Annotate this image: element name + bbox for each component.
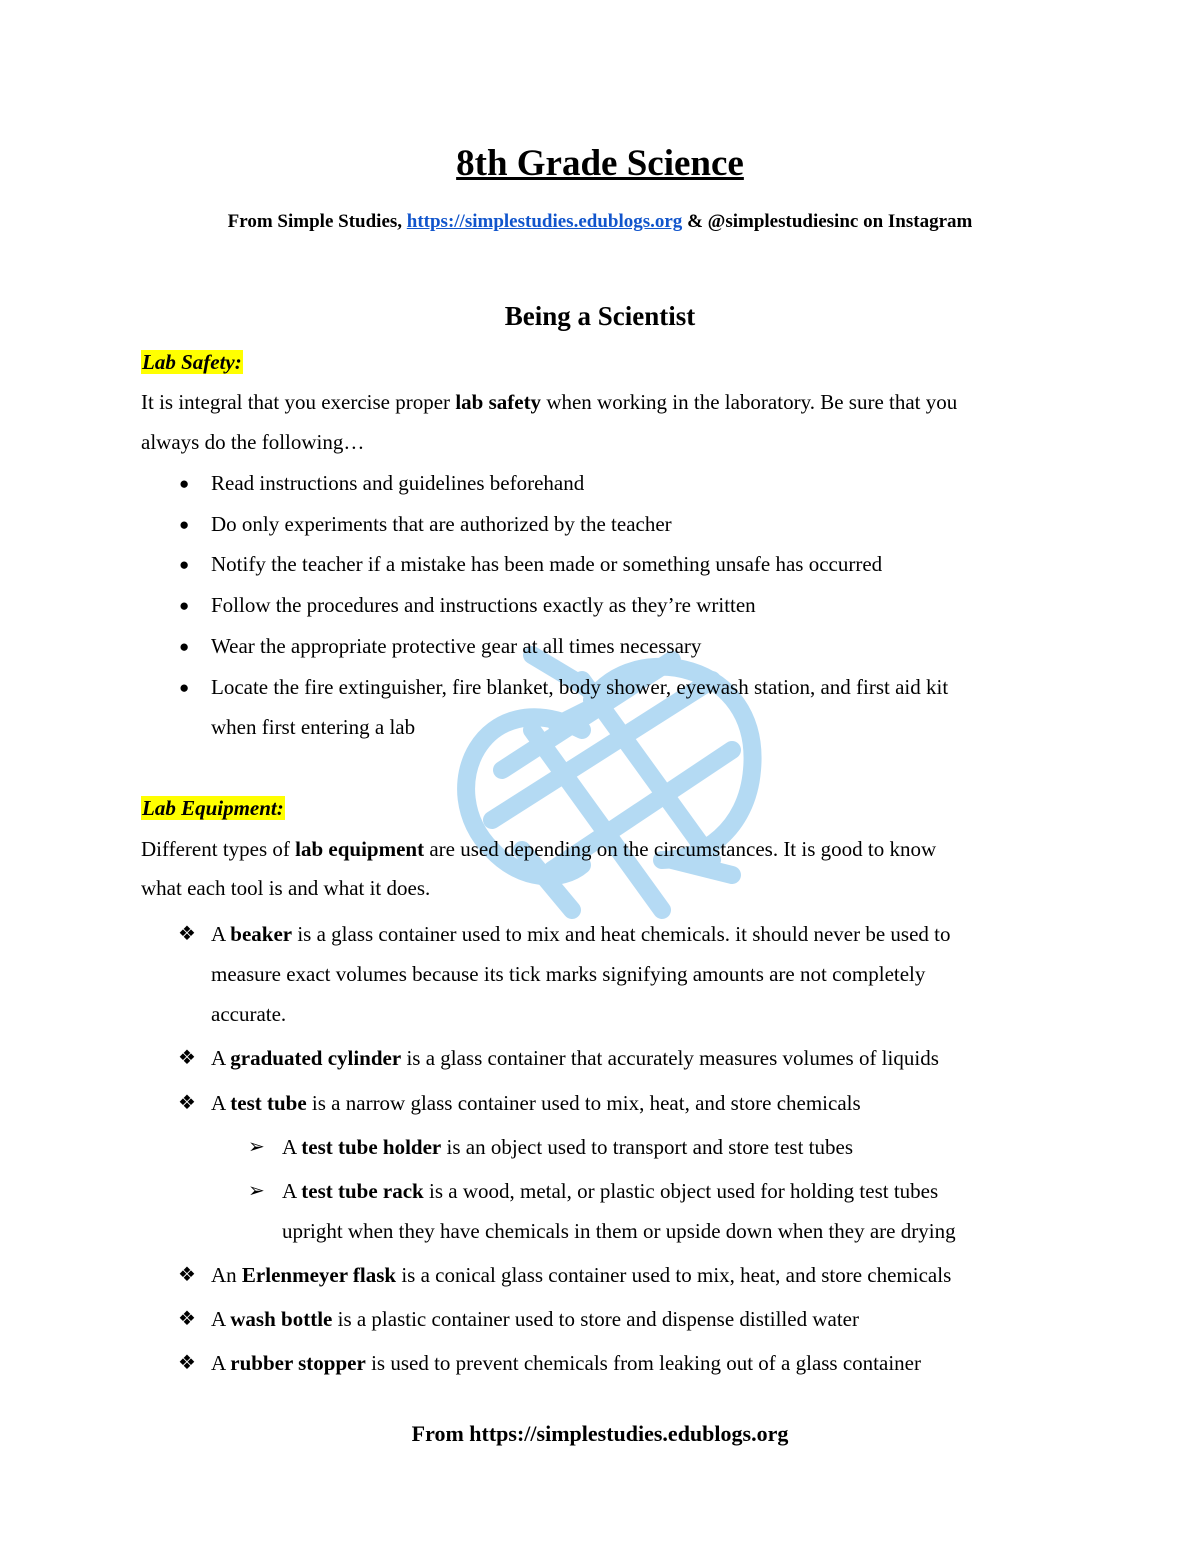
equipment-item-test-tube <box>211 1088 861 1118</box>
list-item: Read instructions and guidelines beforehand <box>211 471 585 495</box>
item-term: test tube rack <box>301 1179 424 1203</box>
right-arrowhead-bullet-icon: ➢ <box>248 1136 265 1158</box>
four-diamond-bullet-icon: ❖ <box>178 1308 196 1330</box>
intro-bold-term: lab equipment <box>295 837 425 861</box>
lab-equipment-intro-line-1 <box>141 834 936 864</box>
equipment-subitem-test-tube-rack-line-2: upright when they have chemicals in them or upside down when they are drying <box>282 1219 956 1243</box>
item-article: An <box>211 1263 242 1287</box>
equipment-subitem-test-tube-holder <box>282 1132 853 1162</box>
item-term: test tube holder <box>301 1135 442 1159</box>
item-article: A <box>282 1179 302 1203</box>
source-link[interactable]: https://simplestudies.edublogs.org <box>406 211 683 232</box>
item-description: is a conical glass container used to mix, heat, and store chemicals <box>396 1263 952 1287</box>
list-item: Wear the appropriate protective gear at all times necessary <box>211 634 702 658</box>
four-diamond-bullet-icon: ❖ <box>178 1047 196 1069</box>
item-description: is a glass container that accurately measures volumes of liquids <box>401 1046 939 1070</box>
list-item: Notify the teacher if a mistake has been made or something unsafe has occurred <box>211 552 883 576</box>
lab-equipment-heading <box>141 794 285 822</box>
item-description: is used to prevent chemicals from leaking out of a glass container <box>365 1351 921 1375</box>
black-circle-bullet-icon: ● <box>179 678 190 697</box>
black-circle-bullet-icon: ● <box>179 555 190 574</box>
equipment-item-wash-bottle <box>211 1304 859 1334</box>
item-term: graduated cylinder <box>230 1046 402 1070</box>
item-term: beaker <box>230 922 293 946</box>
four-diamond-bullet-icon: ❖ <box>178 1264 196 1286</box>
list-item: Locate the fire extinguisher, fire blanket, body shower, eyewash station, and first aid kit <box>211 675 949 699</box>
four-diamond-bullet-icon: ❖ <box>178 1352 196 1374</box>
item-article: A <box>211 1046 231 1070</box>
page-title: 8th Grade Science <box>456 143 744 184</box>
item-description: is a wood, metal, or plastic object used for holding test tubes <box>423 1179 939 1203</box>
four-diamond-bullet-icon: ❖ <box>178 1092 196 1114</box>
black-circle-bullet-icon: ● <box>179 637 190 656</box>
equipment-item-beaker <box>211 919 951 949</box>
equipment-item-erlenmeyer-flask <box>211 1260 951 1290</box>
four-diamond-bullet-icon: ❖ <box>178 923 196 945</box>
intro-bold-term: lab safety <box>455 390 542 414</box>
item-term: wash bottle <box>230 1307 333 1331</box>
section-heading: Being a Scientist <box>504 301 696 331</box>
black-circle-bullet-icon: ● <box>179 515 190 534</box>
intro-text: Different types of <box>141 837 296 861</box>
lab-safety-intro-line-2: always do the following… <box>141 430 365 454</box>
lab-safety-heading <box>141 348 243 376</box>
item-term: Erlenmeyer flask <box>241 1263 397 1287</box>
lab-safety-intro-line-1 <box>141 387 957 417</box>
list-item: Follow the procedures and instructions exactly as they’re written <box>211 593 756 617</box>
intro-text: It is integral that you exercise proper <box>141 390 456 414</box>
lab-equipment-heading-text: Lab Equipment: <box>142 796 284 820</box>
item-term: rubber stopper <box>230 1351 366 1375</box>
source-suffix: & @simplestudiesinc on Instagram <box>682 211 973 232</box>
lab-equipment-intro-line-2: what each tool is and what it does. <box>141 876 431 900</box>
simple-studies-logo-watermark <box>432 620 772 920</box>
item-article: A <box>282 1135 302 1159</box>
item-description: is an object used to transport and store test tubes <box>441 1135 854 1159</box>
equipment-item-beaker-line-2: measure exact volumes because its tick marks signifying amounts are not completely <box>211 962 926 986</box>
page-footer: From https://simplestudies.edublogs.org <box>411 1421 789 1446</box>
black-circle-bullet-icon: ● <box>179 596 190 615</box>
list-item: Do only experiments that are authorized by the teacher <box>211 512 672 536</box>
equipment-subitem-test-tube-rack <box>282 1176 938 1206</box>
source-prefix: From Simple Studies, <box>227 211 407 232</box>
lab-safety-heading-text: Lab Safety: <box>142 350 242 374</box>
source-line <box>0 208 1200 236</box>
item-description: is a plastic container used to store and dispense distilled water <box>332 1307 859 1331</box>
list-item-continuation: when first entering a lab <box>211 715 416 739</box>
equipment-item-graduated-cylinder <box>211 1043 939 1073</box>
equipment-item-beaker-line-3: accurate. <box>211 1002 287 1026</box>
item-article: A <box>211 1091 231 1115</box>
equipment-item-rubber-stopper <box>211 1348 921 1378</box>
item-description: is a narrow glass container used to mix, heat, and store chemicals <box>306 1091 861 1115</box>
black-circle-bullet-icon: ● <box>179 474 190 493</box>
right-arrowhead-bullet-icon: ➢ <box>248 1180 265 1202</box>
item-term: test tube <box>230 1091 307 1115</box>
item-article: A <box>211 1351 231 1375</box>
intro-text: when working in the laboratory. Be sure that you <box>541 390 958 414</box>
intro-text: are used depending on the circumstances. It is good to know <box>424 837 937 861</box>
item-description: is a glass container used to mix and heat chemicals. it should never be used to <box>292 922 951 946</box>
item-article: A <box>211 1307 231 1331</box>
item-article: A <box>211 922 231 946</box>
